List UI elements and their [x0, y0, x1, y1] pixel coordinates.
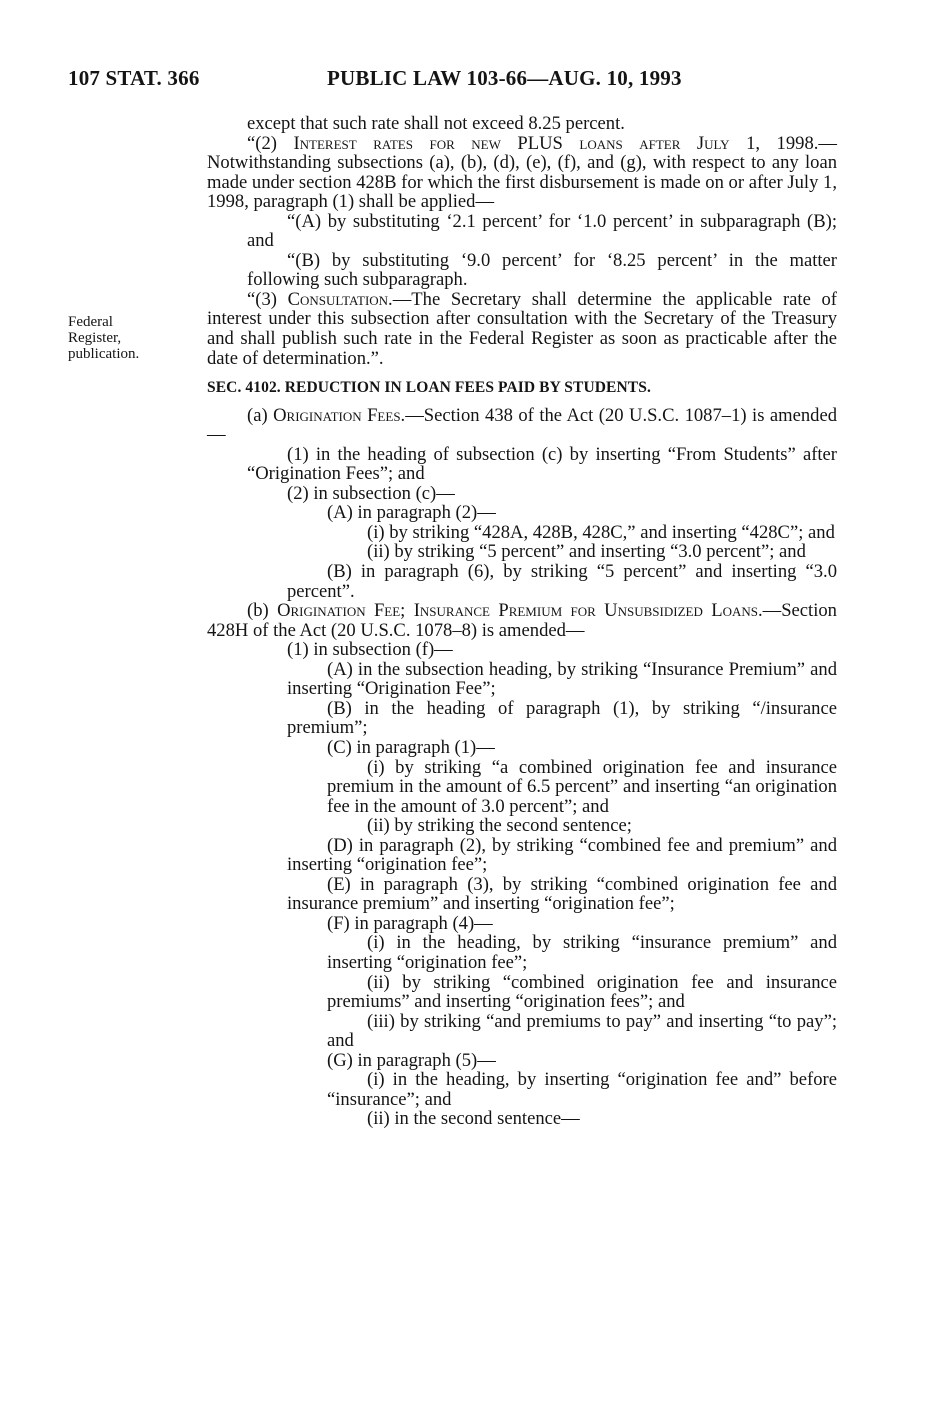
statute-paragraph [207, 1109, 837, 1129]
paragraph-text: (E) in paragraph (3), by striking “combined origination fee and insurance premium” and inserting “origination fee”; [287, 873, 837, 915]
paragraph-number: “(2) [247, 132, 294, 154]
paragraph-text: (B) in paragraph (6), by striking “5 percent” and inserting “3.0 percent”. [287, 561, 837, 602]
statute-paragraph [207, 445, 837, 484]
paragraph-text: (ii) by striking “combined origination fee and insurance premiums” and inserting “origination fees”; and [327, 971, 837, 1013]
paragraph-text: (i) in the heading, by inserting “origination fee and” before “insurance”; and [327, 1069, 837, 1110]
statute-paragraph [207, 1051, 837, 1071]
statute-paragraph [207, 640, 837, 660]
statute-paragraph [207, 290, 837, 368]
paragraph-text: (A) in the subsection heading, by striking “Insurance Premium” and inserting “Origination Fee”; [287, 658, 837, 700]
paragraph-text: (ii) by striking the second sentence; [367, 815, 632, 837]
statute-paragraph [207, 875, 837, 914]
paragraph-text: (i) by striking “428A, 428B, 428C,” and inserting “428C”; and [367, 521, 835, 543]
paragraph-text: (B) in the heading of paragraph (1), by striking “/insurance premium”; [287, 697, 837, 739]
paragraph-number: (a) [247, 404, 274, 426]
paragraph-text: (i) in the heading, by striking “insurance premium” and inserting “origination fee”; [327, 932, 837, 973]
statute-paragraph [207, 660, 837, 699]
paragraph-text: (ii) in the second sentence— [367, 1108, 580, 1130]
paragraph-text: —Section 428H of the Act (20 U.S.C. 1078–8) is amended— [207, 600, 837, 641]
paragraph-caption: Interest rates for new PLUS loans after July 1, 1998. [293, 132, 819, 154]
paragraph-text: (G) in paragraph (5)— [327, 1049, 496, 1071]
paragraph-number: (b) [247, 600, 278, 622]
margin-note [68, 314, 198, 362]
paragraph-text: (F) in paragraph (4)— [327, 912, 493, 934]
statute-text [207, 114, 837, 1129]
statute-page-number: 107 STAT. 366 [68, 66, 200, 90]
public-law-title: PUBLIC LAW 103-66—AUG. 10, 1993 [327, 66, 682, 90]
section-heading: SEC. 4102. REDUCTION IN LOAN FEES PAID BY STUDENTS. [207, 379, 651, 397]
paragraph-text: (ii) by striking “5 percent” and inserting “3.0 percent”; and [367, 541, 806, 563]
paragraph-caption: Origination Fee; Insurance Premium for Unsubsidized Loans. [277, 600, 763, 622]
paragraph-text: “(B) by substituting ‘9.0 percent’ for ‘8.25 percent’ in the matter following such subparagraph. [247, 249, 837, 291]
statute-paragraph [207, 738, 837, 758]
statute-paragraph [207, 114, 837, 134]
paragraph-text: —The Secretary shall determine the applicable rate of interest under this subsection after consultation with the Secretary of the Treasury and shall publish such rate in the Federal Register as soon as practicable after the date of determination.”. [207, 288, 837, 369]
paragraph-text: “(A) by substituting ‘2.1 percent’ for ‘1.0 percent’ in subparagraph (B); and [247, 210, 837, 252]
statute-paragraph [207, 212, 837, 251]
paragraph-text: (2) in subsection (c)— [287, 482, 455, 504]
statute-paragraph [207, 816, 837, 836]
paragraph-text: (1) in the heading of subsection (c) by inserting “From Students” after “Origination Fees”; and [247, 443, 837, 485]
paragraph-text: (1) in subsection (f)— [287, 639, 453, 661]
statute-paragraph [207, 134, 837, 212]
statute-paragraph [207, 484, 837, 504]
statute-paragraph [207, 1012, 837, 1051]
margin-note-line: Federal [68, 314, 113, 330]
paragraph-text: (i) by striking “a combined origination fee and insurance premium in the amount of 6.5 percent” and inserting “an origination fee in the amount of 3.0 percent”; and [327, 756, 837, 817]
paragraph-text: except that such rate shall not exceed 8.25 percent. [247, 113, 625, 134]
statute-paragraph [207, 601, 837, 640]
statute-paragraph [207, 503, 837, 523]
statute-paragraph [207, 973, 837, 1012]
statute-paragraph [207, 914, 837, 934]
statute-paragraph [207, 933, 837, 972]
statute-paragraph [207, 542, 837, 562]
statute-paragraph [207, 758, 837, 817]
statute-paragraph [207, 699, 837, 738]
paragraph-caption: Consultation. [287, 288, 393, 310]
paragraph-text: (C) in paragraph (1)— [327, 736, 495, 758]
statute-paragraph [207, 836, 837, 875]
paragraph-text: —Section 438 of the Act (20 U.S.C. 1087–1) is amended— [207, 404, 837, 446]
statute-paragraph [207, 523, 837, 543]
paragraph-caption: Origination Fees. [273, 404, 406, 426]
statute-paragraph [207, 251, 837, 290]
statute-paragraph [207, 1070, 837, 1109]
paragraph-text: (iii) by striking “and premiums to pay” and inserting “to pay”; and [327, 1010, 837, 1052]
paragraph-text: —Notwithstanding subsections (a), (b), (d), (e), (f), and (g), with respect to any loan made under section 428B for which the first disbursement is made on or after July 1, 1998, paragraph (1) shall be applied— [207, 132, 837, 213]
margin-note-line: Register, [68, 330, 122, 346]
statute-paragraph [207, 406, 837, 445]
paragraph-text: (A) in paragraph (2)— [327, 502, 496, 524]
margin-note-line: publication. [68, 346, 140, 362]
paragraph-text: (D) in paragraph (2), by striking “combined fee and premium” and inserting “origination fee”; [287, 834, 837, 876]
paragraph-number: “(3) [247, 288, 288, 310]
statute-paragraph [207, 562, 837, 601]
